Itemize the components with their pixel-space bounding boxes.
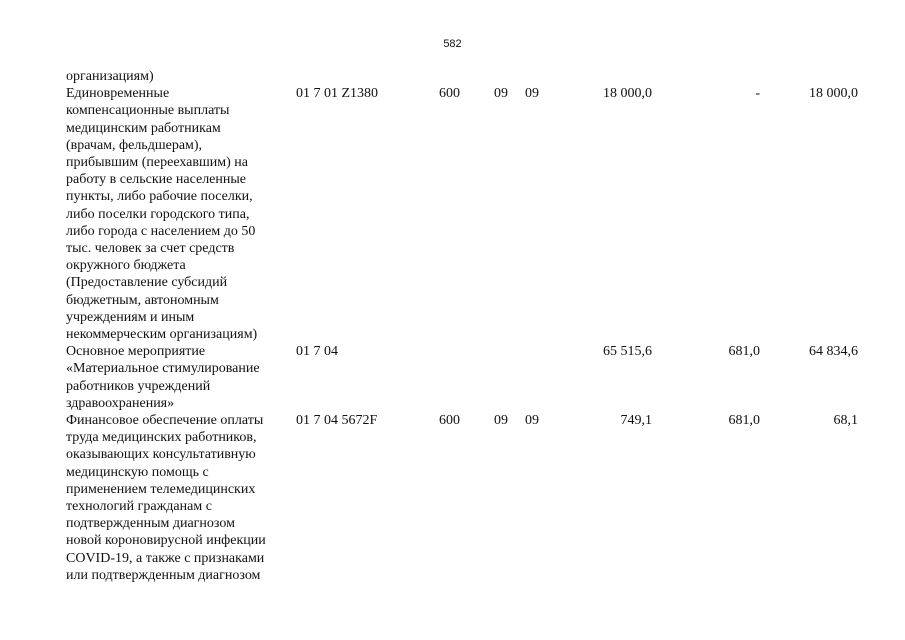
description-line: учреждениям и иным: [66, 309, 195, 325]
description-line: либо города с населением до 50: [66, 223, 256, 239]
amount-own: 64 834,6: [809, 344, 858, 360]
row-description: [66, 343, 291, 412]
description-line: «Материальное стимулирование: [66, 361, 260, 377]
description-line: окружного бюджета: [66, 258, 186, 274]
table-row-lump-sum-payments: [66, 85, 866, 343]
description-line: новой короновирусной инфекции: [66, 533, 266, 549]
row-description: [66, 68, 291, 85]
section-code: 09: [494, 86, 508, 102]
description-line: (врачам, фельдшерам),: [66, 137, 203, 153]
amount-own: 68,1: [833, 413, 858, 429]
amount-total: 749,1: [620, 413, 652, 429]
amount-federal: 681,0: [728, 344, 760, 360]
description-line: здравоохранения»: [66, 395, 175, 411]
subsection-code: 09: [525, 413, 539, 429]
description-line: медицинскую помощь с: [66, 464, 209, 480]
description-line: (Предоставление субсидий: [66, 275, 228, 291]
section-code: 09: [494, 413, 508, 429]
amount-total: 65 515,6: [603, 344, 652, 360]
table-row-telemedicine-financing: [66, 412, 866, 584]
description-line: подтвержденным диагнозом: [66, 516, 235, 532]
description-line: пункты, либо рабочие поселки,: [66, 189, 253, 205]
description-line: Финансовое обеспечение оплаты: [66, 413, 264, 429]
description-line: прибывшим (переехавшим) на: [66, 155, 249, 171]
target-article-code: 01 7 04 5672F: [296, 413, 378, 429]
description-line: применением телемедицинских: [66, 481, 256, 497]
amount-federal: 681,0: [728, 413, 760, 429]
row-description: [66, 85, 291, 343]
description-line: технологий гражданам с: [66, 499, 212, 515]
description-line: работу в сельские населенные: [66, 172, 246, 188]
row-description: [66, 412, 291, 584]
description-line: компенсационные выплаты: [66, 103, 230, 119]
table-row-main-activity: [66, 343, 866, 412]
amount-federal: -: [755, 86, 760, 102]
description-line: или подтвержденным диагнозом: [66, 567, 261, 583]
budget-table: [66, 68, 866, 584]
target-article-code: 01 7 04: [296, 344, 338, 360]
description-line: труда медицинских работников,: [66, 430, 257, 446]
expense-type-code: 600: [439, 86, 460, 102]
description-line: работников учреждений: [66, 378, 211, 394]
description-line: некоммерческим организациям): [66, 327, 258, 343]
target-article-code: 01 7 01 Z1380: [296, 86, 379, 102]
table-row-continuation: [66, 68, 866, 85]
description-line: тыс. человек за счет средств: [66, 241, 235, 257]
description-line: организациям): [66, 69, 154, 84]
amount-total: 18 000,0: [603, 86, 652, 102]
description-line: оказывающих консультативную: [66, 447, 256, 463]
description-line: COVID-19, а также с признаками: [66, 550, 265, 566]
description-line: бюджетным, автономным: [66, 292, 219, 308]
amount-own: 18 000,0: [809, 86, 858, 102]
page-number: 582: [443, 38, 462, 50]
description-line: медицинским работникам: [66, 120, 221, 136]
description-line: либо поселки городского типа,: [66, 206, 250, 222]
description-line: Основное мероприятие: [66, 344, 206, 360]
expense-type-code: 600: [439, 413, 460, 429]
description-line: Единовременные: [66, 86, 170, 102]
subsection-code: 09: [525, 86, 539, 102]
